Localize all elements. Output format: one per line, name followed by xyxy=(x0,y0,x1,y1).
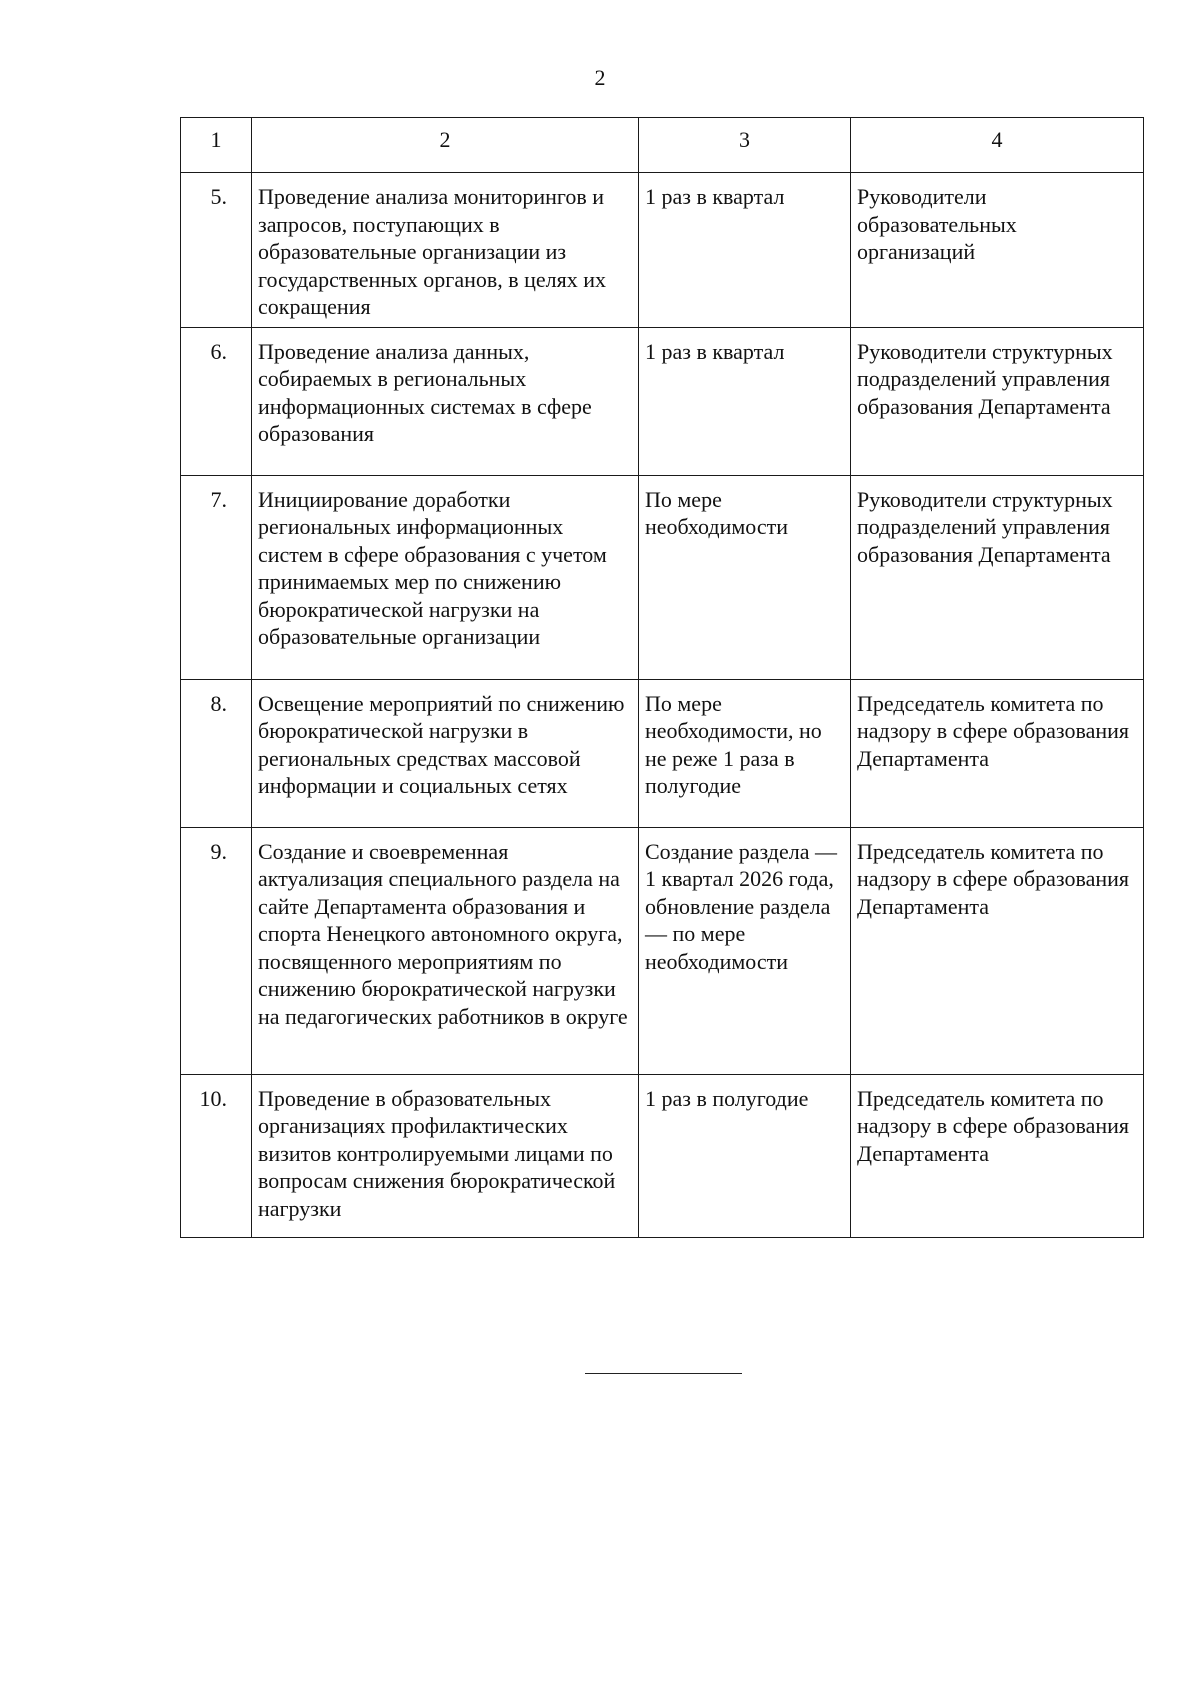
responsible-cell: Председатель комитета по надзору в сфере образования Департамента xyxy=(851,1074,1144,1237)
row-number: 10. xyxy=(181,1074,252,1237)
term-cell: По мере необходимости, но не реже 1 раза в полугодие xyxy=(639,679,851,827)
row-number: 7. xyxy=(181,475,252,679)
row-number: 9. xyxy=(181,827,252,1074)
table-row xyxy=(181,679,1144,827)
table-row xyxy=(181,827,1144,1074)
row-number: 5. xyxy=(181,173,252,328)
responsible-cell: Руководители структурных подразделений управления образования Департамента xyxy=(851,327,1144,475)
header-cell-3: 3 xyxy=(639,118,851,173)
table-row xyxy=(181,475,1144,679)
activity-cell: Инициирование доработки региональных информационных систем в сфере образования с учетом принимаемых мер по снижению бюрократической нагрузки на образовательные организации xyxy=(252,475,639,679)
term-cell: По мере необходимости xyxy=(639,475,851,679)
row-number: 6. xyxy=(181,327,252,475)
table-row xyxy=(181,327,1144,475)
table-row xyxy=(181,173,1144,328)
activity-cell: Создание и своевременная актуализация специального раздела на сайте Департамента образования и спорта Ненецкого автономного округа, посвященного мероприятиям по снижению бюрократической нагрузки на педагогических работников в округе xyxy=(252,827,639,1074)
header-cell-1: 1 xyxy=(181,118,252,173)
responsible-cell: Председатель комитета по надзору в сфере образования Департамента xyxy=(851,827,1144,1074)
term-cell: 1 раз в полугодие xyxy=(639,1074,851,1237)
header-cell-2: 2 xyxy=(252,118,639,173)
activity-cell: Освещение мероприятий по снижению бюрократической нагрузки в региональных средствах массовой информации и социальных сетях xyxy=(252,679,639,827)
term-cell: 1 раз в квартал xyxy=(639,327,851,475)
table-row xyxy=(181,1074,1144,1237)
plan-table xyxy=(180,117,1144,1238)
row-number: 8. xyxy=(181,679,252,827)
page-number: 2 xyxy=(594,65,606,90)
activity-cell: Проведение анализа мониторингов и запросов, поступающих в образовательные организации из государственных органов, в целях их сокращения xyxy=(252,173,639,328)
end-of-document-divider xyxy=(585,1373,742,1374)
term-cell: Создание раздела — 1 квартал 2026 года, обновление раздела — по мере необходимости xyxy=(639,827,851,1074)
activity-cell: Проведение анализа данных, собираемых в региональных информационных системах в сфере образования xyxy=(252,327,639,475)
activity-cell: Проведение в образовательных организациях профилактических визитов контролируемыми лицами по вопросам снижения бюрократической нагрузки xyxy=(252,1074,639,1237)
header-cell-4: 4 xyxy=(851,118,1144,173)
table-header-row xyxy=(181,118,1144,173)
responsible-cell: Руководители структурных подразделений управления образования Департамента xyxy=(851,475,1144,679)
responsible-cell: Руководители образовательных организаций xyxy=(851,173,1144,328)
responsible-cell: Председатель комитета по надзору в сфере образования Департамента xyxy=(851,679,1144,827)
term-cell: 1 раз в квартал xyxy=(639,173,851,328)
